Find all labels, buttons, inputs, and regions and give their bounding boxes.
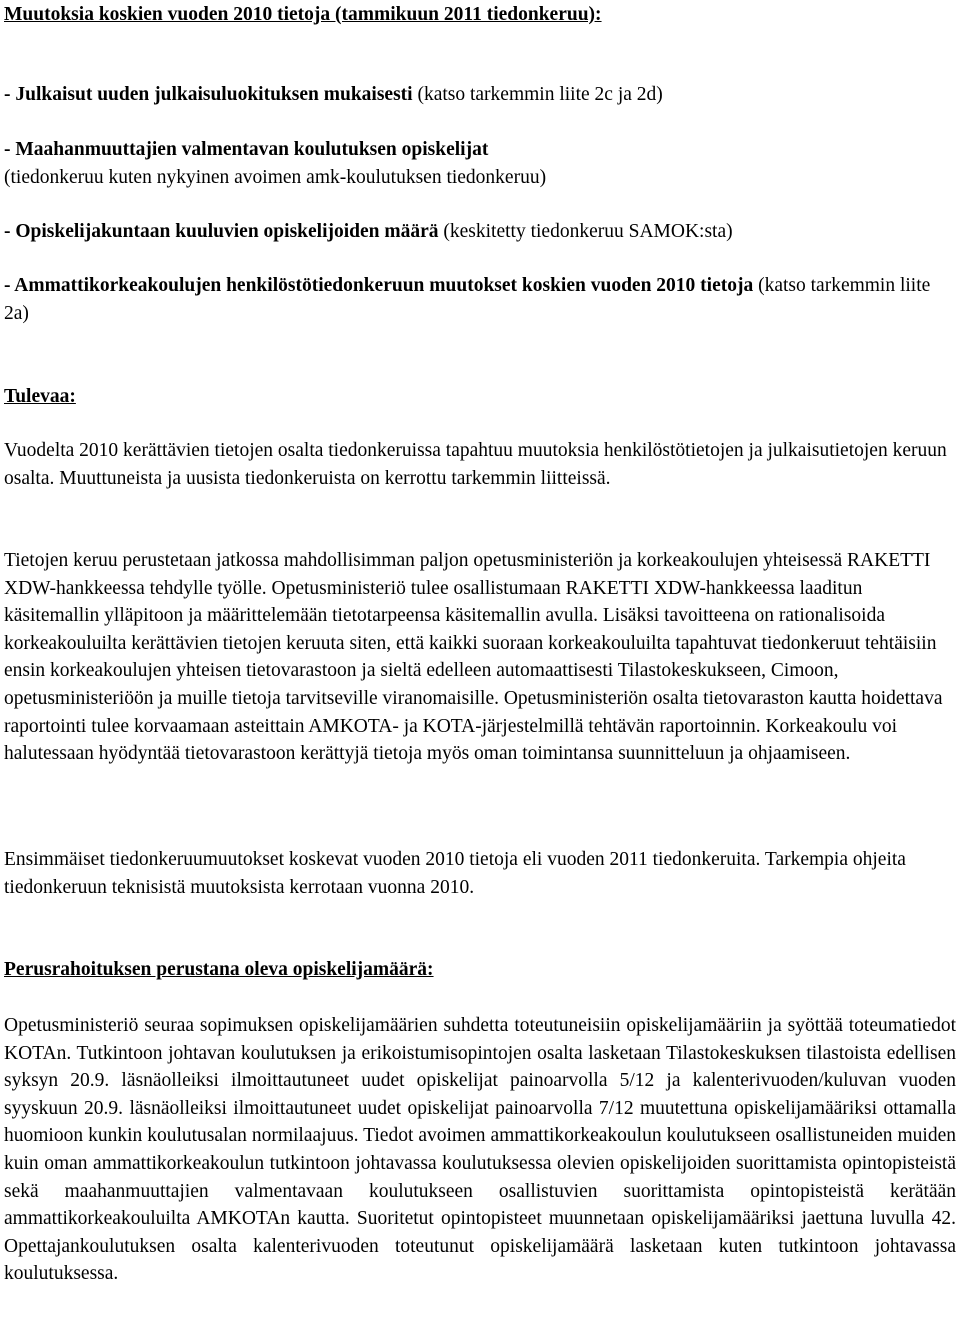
bullet-student-union-bold: - Opiskelijakuntaan kuuluvien opiskelijoiden määrä — [4, 221, 439, 242]
bullet-student-union — [4, 218, 956, 246]
bullet-immigrants-note: (tiedonkeruu kuten nykyinen avoimen amk-koulutuksen tiedonkeruu) — [4, 166, 547, 188]
bullet-personnel — [4, 272, 956, 327]
main-heading: Muutoksia koskien vuoden 2010 tietoja (tammikuun 2011 tiedonkeruu): — [4, 4, 602, 25]
future-paragraph-2: Tietojen keruu perustetaan jatkossa mahdollisimman paljon opetusministeriön ja korkeakoulujen yhteisessä RAKETTI XDW-hankkeessa tehdylle työlle. Opetusministeriö tulee osallistumaan RAKETTI XDW-hankkeessa laaditun käsitemallin ylläpitoon ja määrittelemään tietotarpeensa käsitemallin avulla. Lisäksi tavoitteena on rationalisoida korkeakouluilta kerättävien tietojen keruuta siten, että kaikki suoraan korkeakouluilta tapahtuvat tiedonkeruut tehtäisiin ensin korkeakoulujen yhteisen tietovarastoon ja sieltä edelleen automaattisesti Tilastokeskukseen, Cimoon, opetusministeriöön ja muille tietoja tarvitseville viranomaisille. Opetusministeriön osalta tietovaraston kautta hoidettava raportointi tulee korvaamaan asteittain AMKOTA- ja KOTA-järjestelmillä tehtävän raportoinnin. Korkeakoulu voi halutessaan hyödyntää tietovarastoon kerättyjä tietoja myös oman toimintansa suunnitteluun ja ohjaamiseen. — [4, 550, 943, 765]
bullet-immigrants-bold: - Maahanmuuttajien valmentavan koulutuksen opiskelijat — [4, 139, 489, 160]
future-paragraph-1: Vuodelta 2010 kerättävien tietojen osalta tiedonkeruissa tapahtuu muutoksia henkilöstötietojen ja julkaisutietojen keruun osalta. Muuttuneista ja uusista tiedonkeruista on kerrottu tarkemmin liitteissä. — [4, 440, 947, 489]
funding-heading: Perusrahoituksen perustana oleva opiskelijamäärä: — [4, 959, 434, 980]
bullet-publications-note: (katso tarkemmin liite 2c ja 2d) — [412, 84, 663, 105]
future-paragraph-3: Ensimmäiset tiedonkeruumuutokset koskevat vuoden 2010 tietoja eli vuoden 2011 tiedonkeruita. Tarkempia ohjeita tiedonkeruun teknisistä muutoksista kerrotaan vuonna 2010. — [4, 849, 906, 898]
bullet-immigrants — [4, 136, 956, 191]
future-heading: Tulevaa: — [4, 386, 76, 407]
bullet-personnel-note: (katso tarkemmin liite 2a) — [4, 275, 931, 324]
funding-paragraph: Opetusministeriö seuraa sopimuksen opiskelijamäärien suhdetta toteutuneisiin opiskelijamääriin ja syöttää toteumatiedot KOTAn. Tutkintoon johtavan koulutuksen ja erikoistumisopintojen osalta lasketaan Tilastokeskuksen tilastoista edellisen syksyn 20.9. läsnäolleiksi ilmoittautuneet uudet opiskelijat painoarvolla 5/12 ja kalenterivuoden/kuluvan vuoden syyskuun 20.9. läsnäolleiksi ilmoittautuneet uudet opiskelijat painoarvolla 7/12 muutettuna opiskelijamääriksi ottamalla huomioon kunkin koulutusalan normilaajuus. Tiedot avoimen ammattikorkeakoulun koulutukseen osallistuneiden muiden kuin oman ammattikorkeakoulun tutkintoon johtavassa koulutuksessa olevien opiskelijoiden suorittamista opintopisteistä sekä maahanmuuttajien valmentavaan koulutukseen osallistuvien suorittamista opintopisteistä kerätään ammattikorkeakouluilta AMKOTAn kautta. Suoritetut opintopisteet muunnetaan opiskelijamääriksi jaettuna luvulla 42. Opettajankoulutuksen osalta kalenterivuoden toteutunut opiskelijamäärä lasketaan kuten tutkintoon johtavassa koulutuksessa. — [4, 1015, 956, 1285]
bullet-publications-bold: - Julkaisut uuden julkaisuluokituksen mukaisesti — [4, 84, 413, 105]
bullet-personnel-bold: - Ammattikorkeakoulujen henkilöstötiedonkeruun muutokset koskien vuoden 2010 tietoja — [4, 275, 754, 296]
bullet-publications — [4, 81, 956, 109]
bullet-student-union-note: (keskitetty tiedonkeruu SAMOK:sta) — [438, 221, 733, 242]
